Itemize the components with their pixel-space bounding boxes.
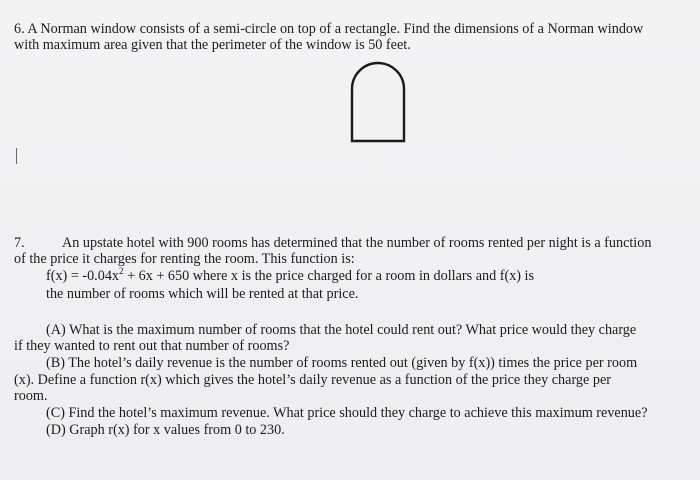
problem6-line1: 6. A Norman window consists of a semi-circle on top of a rectangle. Find the dimensions of a Norman window	[14, 21, 644, 37]
function-definition	[46, 268, 534, 284]
function-exponent: 2	[119, 266, 124, 276]
function-lhs: f(x) = -0.04x	[46, 268, 120, 284]
part-b-line3: room.	[14, 388, 48, 404]
part-a-line2: if they wanted to rent out that number of rooms?	[14, 338, 290, 354]
problem7-line2: of the price it charges for renting the room. This function is:	[14, 251, 355, 267]
problem7-number: 7.	[14, 235, 25, 251]
function-definition-line2: the number of rooms which will be rented at that price.	[46, 286, 359, 302]
problem7-line1: An upstate hotel with 900 rooms has determined that the number of rooms rented per night is a function	[62, 235, 652, 251]
function-rhs: + 6x + 650 where x is the price charged for a room in dollars and f(x) is	[123, 268, 535, 284]
problem6-line2: with maximum area given that the perimeter of the window is 50 feet.	[14, 37, 411, 53]
text-cursor	[16, 148, 17, 164]
part-c: (C) Find the hotel’s maximum revenue. What price should they charge to achieve this maximum revenue?	[46, 405, 648, 421]
norman-window-figure	[346, 57, 410, 143]
part-a-line1: (A) What is the maximum number of rooms that the hotel could rent out? What price would they charge	[46, 322, 637, 338]
part-b-line2: (x). Define a function r(x) which gives the hotel’s daily revenue as a function of the price they charge per	[14, 372, 611, 388]
part-d: (D) Graph r(x) for x values from 0 to 230.	[46, 422, 285, 438]
part-b-line1: (B) The hotel’s daily revenue is the number of rooms rented out (given by f(x)) times the price per room	[46, 355, 638, 371]
